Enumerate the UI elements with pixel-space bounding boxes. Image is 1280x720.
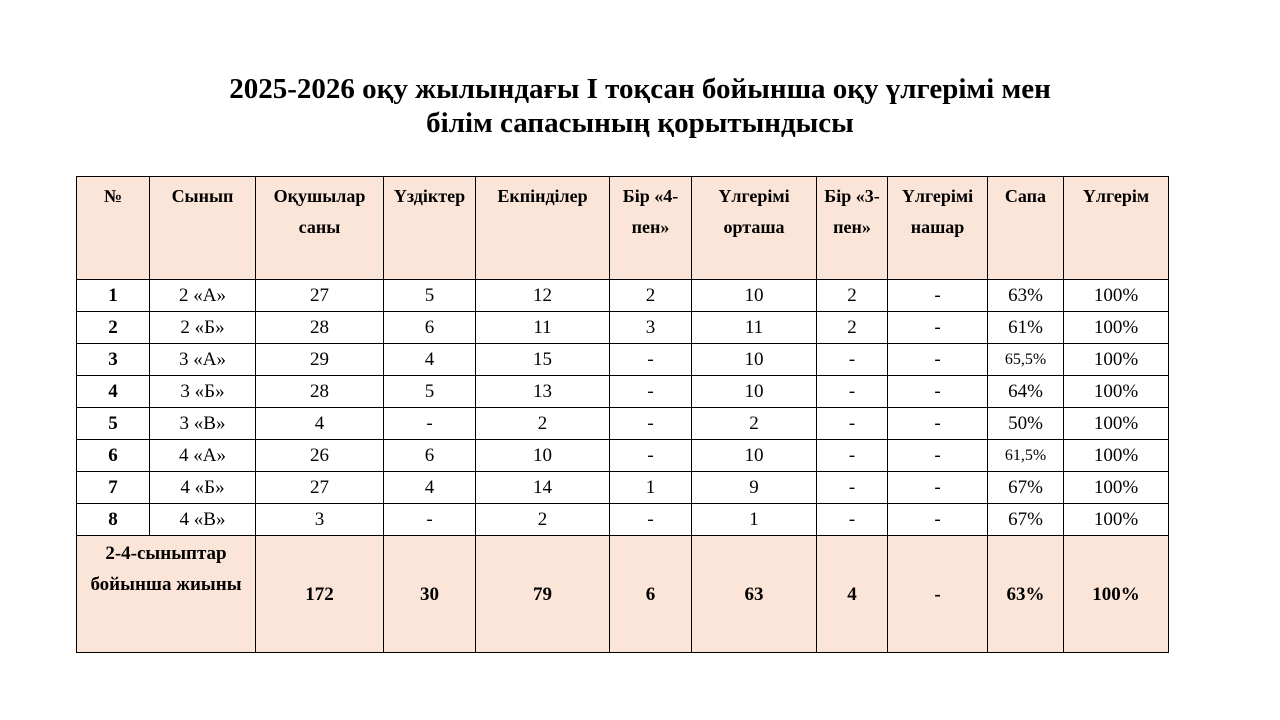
table-cell: 4 <box>384 344 476 376</box>
table-cell: 4 «А» <box>150 440 256 472</box>
table-body <box>77 280 1169 536</box>
table-cell: 6 <box>384 312 476 344</box>
table-cell: - <box>817 504 888 536</box>
table-cell: - <box>888 408 988 440</box>
table-cell: 2 «А» <box>150 280 256 312</box>
table-cell: 61,5% <box>988 440 1064 472</box>
table-row <box>77 344 1169 376</box>
row-number-cell: 3 <box>77 344 150 376</box>
column-header: Сынып <box>150 177 256 280</box>
total-cell: - <box>888 536 988 653</box>
column-header: Екпінділер <box>476 177 610 280</box>
table-cell: 13 <box>476 376 610 408</box>
table-cell: 4 «В» <box>150 504 256 536</box>
table-row <box>77 376 1169 408</box>
table-cell: 10 <box>692 376 817 408</box>
column-header: Үлгерім <box>1064 177 1169 280</box>
table-cell: - <box>610 344 692 376</box>
table-cell: 100% <box>1064 472 1169 504</box>
table-cell: - <box>817 408 888 440</box>
column-header: Сапа <box>988 177 1064 280</box>
table-cell: 50% <box>988 408 1064 440</box>
table-cell: 9 <box>692 472 817 504</box>
table-cell: 61% <box>988 312 1064 344</box>
table-cell: - <box>610 504 692 536</box>
table-cell: 4 «Б» <box>150 472 256 504</box>
table-row <box>77 504 1169 536</box>
table-cell: 2 <box>692 408 817 440</box>
table-cell: 14 <box>476 472 610 504</box>
table-row <box>77 408 1169 440</box>
total-cell: 79 <box>476 536 610 653</box>
table-cell: - <box>384 504 476 536</box>
page-title-line-2: білім сапасының қорытындысы <box>426 107 854 139</box>
table-cell: 100% <box>1064 408 1169 440</box>
total-cell: 100% <box>1064 536 1169 653</box>
table-cell: 28 <box>256 376 384 408</box>
column-header: № <box>77 177 150 280</box>
table-cell: 3 <box>256 504 384 536</box>
column-header: Үлгерімі орташа <box>692 177 817 280</box>
table-cell: 10 <box>692 440 817 472</box>
total-cell: 6 <box>610 536 692 653</box>
table-cell: - <box>817 344 888 376</box>
table-cell: 2 <box>610 280 692 312</box>
table-cell: - <box>610 408 692 440</box>
table-cell: 5 <box>384 376 476 408</box>
table-cell: 100% <box>1064 376 1169 408</box>
table-cell: - <box>888 440 988 472</box>
table-row <box>77 312 1169 344</box>
table-cell: 3 <box>610 312 692 344</box>
table-cell: 3 «Б» <box>150 376 256 408</box>
table-row <box>77 280 1169 312</box>
table-cell: 1 <box>692 504 817 536</box>
table-cell: 63% <box>988 280 1064 312</box>
table-cell: - <box>817 440 888 472</box>
table-cell: 100% <box>1064 504 1169 536</box>
table-cell: 1 <box>610 472 692 504</box>
table-cell: 2 <box>817 280 888 312</box>
table-cell: 2 <box>476 504 610 536</box>
table-cell: 10 <box>692 280 817 312</box>
table-cell: - <box>888 472 988 504</box>
table-cell: 27 <box>256 280 384 312</box>
total-cell: 172 <box>256 536 384 653</box>
table-cell: - <box>888 312 988 344</box>
row-number-cell: 2 <box>77 312 150 344</box>
column-header: Бір «4-пен» <box>610 177 692 280</box>
table-cell: - <box>817 376 888 408</box>
table-cell: 10 <box>692 344 817 376</box>
table-cell: 11 <box>476 312 610 344</box>
row-number-cell: 7 <box>77 472 150 504</box>
table-cell: 4 <box>384 472 476 504</box>
total-cell: 4 <box>817 536 888 653</box>
table-cell: 5 <box>384 280 476 312</box>
table-cell: 67% <box>988 504 1064 536</box>
total-cell: 63% <box>988 536 1064 653</box>
table-cell: - <box>610 376 692 408</box>
table-cell: 3 «А» <box>150 344 256 376</box>
table-cell: 29 <box>256 344 384 376</box>
table-cell: - <box>888 376 988 408</box>
row-number-cell: 6 <box>77 440 150 472</box>
table-cell: - <box>888 280 988 312</box>
table-cell: 10 <box>476 440 610 472</box>
total-label: 2-4-сыныптар бойынша жиыны <box>77 536 256 653</box>
table-cell: 4 <box>256 408 384 440</box>
table-cell: 2 <box>476 408 610 440</box>
table-cell: 100% <box>1064 312 1169 344</box>
total-row <box>77 536 1169 653</box>
table-cell: - <box>888 344 988 376</box>
total-cell: 30 <box>384 536 476 653</box>
row-number-cell: 1 <box>77 280 150 312</box>
table-cell: 6 <box>384 440 476 472</box>
table-cell: 65,5% <box>988 344 1064 376</box>
page-title <box>0 72 1280 140</box>
row-number-cell: 4 <box>77 376 150 408</box>
table-cell: 15 <box>476 344 610 376</box>
table-cell: 2 <box>817 312 888 344</box>
column-header: Үлгерімі нашар <box>888 177 988 280</box>
table-cell: 2 «Б» <box>150 312 256 344</box>
header-row <box>77 177 1169 280</box>
page-title-line-1: 2025-2026 оқу жылындағы І тоқсан бойынша оқу үлгерімі мен <box>229 73 1051 105</box>
table-cell: 11 <box>692 312 817 344</box>
table-cell: - <box>610 440 692 472</box>
column-header: Үздіктер <box>384 177 476 280</box>
results-table <box>76 176 1169 653</box>
table-cell: 12 <box>476 280 610 312</box>
total-cell: 63 <box>692 536 817 653</box>
table-cell: - <box>384 408 476 440</box>
column-header: Бір «3-пен» <box>817 177 888 280</box>
table-cell: 3 «В» <box>150 408 256 440</box>
table-row <box>77 440 1169 472</box>
table-cell: - <box>817 472 888 504</box>
row-number-cell: 8 <box>77 504 150 536</box>
table-cell: 67% <box>988 472 1064 504</box>
table-cell: 64% <box>988 376 1064 408</box>
row-number-cell: 5 <box>77 408 150 440</box>
column-header: Оқушылар саны <box>256 177 384 280</box>
table-cell: 26 <box>256 440 384 472</box>
table-row <box>77 472 1169 504</box>
table-cell: 27 <box>256 472 384 504</box>
table-cell: 100% <box>1064 344 1169 376</box>
table-cell: 100% <box>1064 280 1169 312</box>
table-cell: - <box>888 504 988 536</box>
table-cell: 28 <box>256 312 384 344</box>
table-cell: 100% <box>1064 440 1169 472</box>
